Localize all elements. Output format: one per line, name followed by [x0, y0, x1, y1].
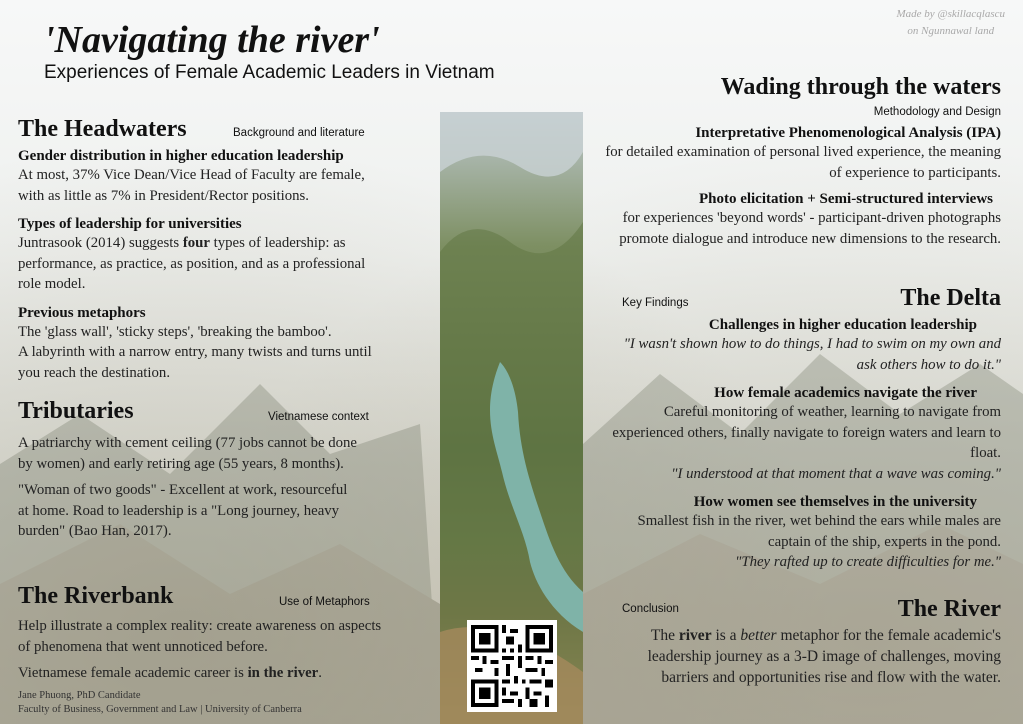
headwaters-text-3a: The 'glass wall', 'sticky steps', 'breaking the bamboo'.	[18, 323, 332, 340]
delta-tag: Key Findings	[622, 297, 689, 309]
tributaries-heading: Tributaries	[18, 398, 134, 424]
qr-code-icon	[471, 624, 553, 708]
emphasis-four: four	[182, 235, 210, 251]
wading-tag: Methodology and Design	[873, 106, 1001, 118]
river-heading: The River	[897, 596, 1001, 622]
delta-heading: The Delta	[900, 285, 1001, 311]
headwaters-text-2	[18, 233, 388, 295]
delta-quote-1: "I wasn't shown how to do things, I had to swim on my own and ask others how to do it."	[623, 336, 1001, 373]
author-line: Jane Phuong, PhD Candidate	[18, 690, 141, 701]
text-span: types of leadership: as performance, as practice, as position, and as a professional role model.	[18, 235, 366, 292]
river-tag: Conclusion	[622, 603, 679, 615]
riverbank-heading: The Riverbank	[18, 583, 174, 609]
wading-text-1: for detailed examination of personal lived experience, the meaning of experience to participants.	[605, 144, 1001, 181]
wading-section	[601, 125, 1001, 249]
text-span: metaphor for the female academic's leadership journey as a 3-D image of challenges, moving barriers and opportunities rise and flow with the water.	[647, 627, 1001, 686]
delta-subheading-3: How women see themselves in the university	[693, 494, 977, 510]
tributaries-text-1: A patriarchy with cement ceiling (77 jobs cannot be done by women) and early retiring age (55 years, 8 months).	[18, 435, 357, 472]
riverbank-text-2	[18, 663, 383, 684]
emphasis-river: river	[678, 627, 712, 644]
text-span: Juntrasook (2014) suggests	[18, 235, 183, 251]
text-span: .	[318, 665, 322, 681]
river-text	[631, 625, 1001, 688]
credit-line-2: on Ngunnawal land	[907, 25, 995, 37]
emphasis-better: better	[740, 627, 777, 644]
wading-subheading-2: Photo elicitation + Semi-structured interviews	[698, 191, 993, 207]
delta-subheading-1: Challenges in higher education leadership	[708, 317, 977, 333]
author-footer	[18, 689, 302, 717]
delta-text-3: Smallest fish in the river, wet behind the ears while males are captain of the ship, experts in the pond.	[637, 513, 1001, 550]
headwaters-subheading-3: Previous metaphors	[18, 304, 146, 321]
affiliation-line: Faculty of Business, Government and Law | University of Canberra	[18, 704, 302, 715]
poster-subtitle: Experiences of Female Academic Leaders in Vietnam	[44, 62, 495, 83]
headwaters-subheading-2: Types of leadership for universities	[18, 216, 242, 232]
tributaries-tag: Vietnamese context	[268, 411, 369, 423]
riverbank-text-1: Help illustrate a complex reality: create awareness on aspects of phenomena that went unnoticed before.	[18, 618, 382, 655]
text-span: is a	[711, 627, 741, 644]
delta-subheading-2: How female academics navigate the river	[714, 385, 977, 401]
poster-title: 'Navigating the river'	[44, 19, 380, 61]
headwaters-subheading-1: Gender distribution in higher education leadership	[18, 148, 344, 164]
credit-note	[897, 6, 1005, 40]
qr-code[interactable]	[467, 620, 557, 712]
tributaries-text-2: "Woman of two goods" - Excellent at work, resourceful at home. Road to leadership is a "Long journey, heavy burden" (Bao Han, 2017).	[18, 482, 348, 539]
riverbank-section	[18, 616, 383, 684]
headwaters-text-3b: A labyrinth with a narrow entry, many twists and turns until you reach the destination.	[18, 344, 372, 381]
tributaries-section	[18, 433, 358, 542]
river-section	[631, 625, 1001, 688]
wading-subheading-1: Interpretative Phenomenological Analysis (IPA)	[695, 125, 1001, 141]
emphasis-in-the-river: in the river	[247, 665, 319, 681]
headwaters-section	[18, 148, 388, 383]
text-span: Vietnamese female academic career is	[18, 665, 248, 681]
wading-heading: Wading through the waters	[720, 74, 1001, 100]
text-span: The	[650, 627, 679, 644]
headwaters-text-1: At most, 37% Vice Dean/Vice Head of Faculty are female, with as little as 7% in President/Rector positions.	[18, 167, 365, 204]
delta-quote-3: "They rafted up to create difficulties for me."	[735, 554, 1001, 570]
credit-line-1: Made by @skillacqlascu	[896, 8, 1005, 20]
delta-section	[611, 317, 1001, 573]
headwaters-tag: Background and literature	[233, 127, 365, 139]
riverbank-tag: Use of Metaphors	[279, 596, 370, 608]
delta-text-2: Careful monitoring of weather, learning to navigate from experienced others, finally navigate to foreign waters and learn to float.	[612, 404, 1001, 461]
delta-quote-2: "I understood at that moment that a wave was coming."	[671, 465, 1001, 482]
headwaters-heading: The Headwaters	[18, 116, 187, 142]
wading-text-2: for experiences 'beyond words' - participant-driven photographs promote dialogue and introduce new dimensions to the research.	[619, 210, 1001, 247]
